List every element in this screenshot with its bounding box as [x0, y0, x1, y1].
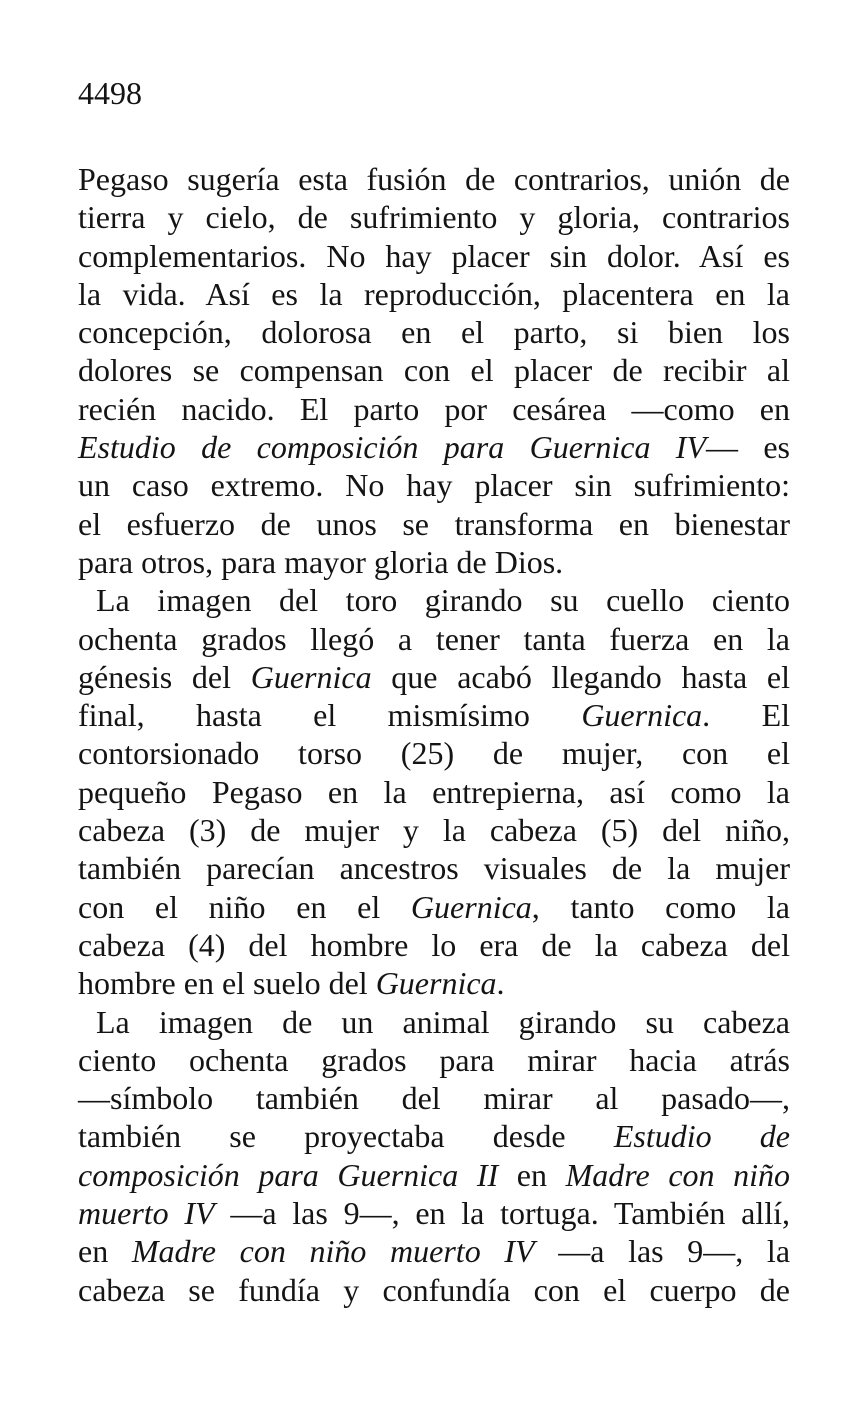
text-run: La imagen de un animal girando su cabeza: [96, 1003, 790, 1040]
text-block: [78, 160, 790, 1309]
text-line: [78, 351, 790, 389]
text-run: La imagen del toro girando su cuello ciento: [96, 582, 790, 619]
text-line: [78, 198, 790, 236]
text-run: con el niño en el: [78, 888, 411, 925]
text-run: —a las 9—, en la tortuga. También allí,: [214, 1195, 791, 1232]
text-run: .: [496, 965, 505, 1002]
paragraph: [78, 581, 790, 1002]
text-line: [78, 505, 790, 543]
text-run: contorsionado torso (25) de mujer, con el: [78, 735, 790, 772]
paragraph: [78, 1003, 790, 1309]
paragraph: [78, 160, 790, 581]
text-line: [78, 543, 790, 581]
text-line: [78, 1003, 790, 1041]
text-line: [78, 1079, 790, 1117]
text-run: recién nacido. El parto por cesárea —como en: [78, 390, 790, 427]
text-line: [78, 466, 790, 504]
text-run: — es: [706, 429, 791, 466]
text-run: también parecían ancestros visuales de la mujer: [78, 850, 790, 887]
italic-title: composición para Guernica II: [78, 1156, 499, 1193]
text-run: tierra y cielo, de sufrimiento y gloria, contrarios: [78, 199, 790, 236]
text-run: también se proyectaba desde: [78, 1118, 614, 1155]
text-run: para otros, para mayor gloria de Dios.: [78, 543, 564, 580]
text-run: final, hasta el mismísimo: [78, 697, 582, 734]
text-run: —símbolo también del mirar al pasado—,: [78, 1080, 790, 1117]
text-line: [78, 275, 790, 313]
text-run: cabeza (3) de mujer y la cabeza (5) del niño,: [78, 812, 790, 849]
italic-title: Madre con niño muerto IV: [131, 1233, 535, 1270]
text-run: génesis del: [78, 658, 251, 695]
text-run: —a las 9—, la: [534, 1233, 791, 1270]
text-run: cabeza se fundía y confundía con el cuerpo de: [78, 1271, 790, 1308]
text-run: concepción, dolorosa en el parto, si bien los: [78, 314, 790, 351]
text-run: Pegaso sugería esta fusión de contrarios, unión de: [78, 161, 790, 197]
text-run: dolores se compensan con el placer de recibir al: [78, 352, 790, 389]
text-run: pequeño Pegaso en la entrepierna, así como la: [78, 773, 790, 810]
text-line: [78, 1232, 790, 1270]
page-number: 4498: [78, 75, 142, 111]
text-line: [78, 1041, 790, 1079]
text-run: ochenta grados llegó a tener tanta fuerza en la: [78, 620, 790, 657]
italic-title: Guernica: [581, 697, 703, 734]
text-run: la vida. Así es la reproducción, placentera en la: [78, 275, 790, 312]
italic-title: Guernica: [250, 658, 372, 695]
text-run: complementarios. No hay placer sin dolor. Así es: [78, 237, 790, 274]
text-line: [78, 926, 790, 964]
italic-title: muerto IV: [78, 1195, 215, 1232]
text-line: [78, 773, 790, 811]
text-run: , tanto como la: [531, 888, 791, 925]
text-line: [78, 237, 790, 275]
italic-title: Estudio de: [613, 1118, 791, 1155]
text-run: un caso extremo. No hay placer sin sufrimiento:: [78, 467, 790, 504]
text-line: [78, 849, 790, 887]
italic-title: Guernica: [375, 965, 497, 1002]
text-line: [78, 581, 790, 619]
italic-title: Estudio de composición para Guernica IV: [78, 429, 706, 466]
text-line: [78, 696, 790, 734]
text-line: [78, 620, 790, 658]
text-line: [78, 734, 790, 772]
text-line: [78, 390, 790, 428]
text-line: [78, 1156, 790, 1194]
text-line: [78, 658, 790, 696]
text-run: que acabó llegando hasta el: [371, 658, 791, 695]
text-line: [78, 1117, 790, 1155]
text-run: . El: [702, 697, 791, 734]
text-line: [78, 888, 790, 926]
italic-title: Guernica: [410, 888, 532, 925]
text-run: el esfuerzo de unos se transforma en bienestar: [78, 505, 790, 542]
text-line: [78, 1194, 790, 1232]
text-line: [78, 964, 790, 1002]
text-line: [78, 160, 790, 198]
text-run: hombre en el suelo del: [78, 965, 376, 1002]
text-run: en: [498, 1156, 566, 1193]
italic-title: Madre con niño: [565, 1156, 791, 1193]
text-run: en: [78, 1233, 132, 1270]
text-run: cabeza (4) del hombre lo era de la cabeza del: [78, 926, 790, 963]
text-line: [78, 1271, 790, 1309]
text-run: ciento ochenta grados para mirar hacia atrás: [78, 1041, 790, 1078]
text-line: [78, 313, 790, 351]
text-line: [78, 428, 790, 466]
text-line: [78, 811, 790, 849]
